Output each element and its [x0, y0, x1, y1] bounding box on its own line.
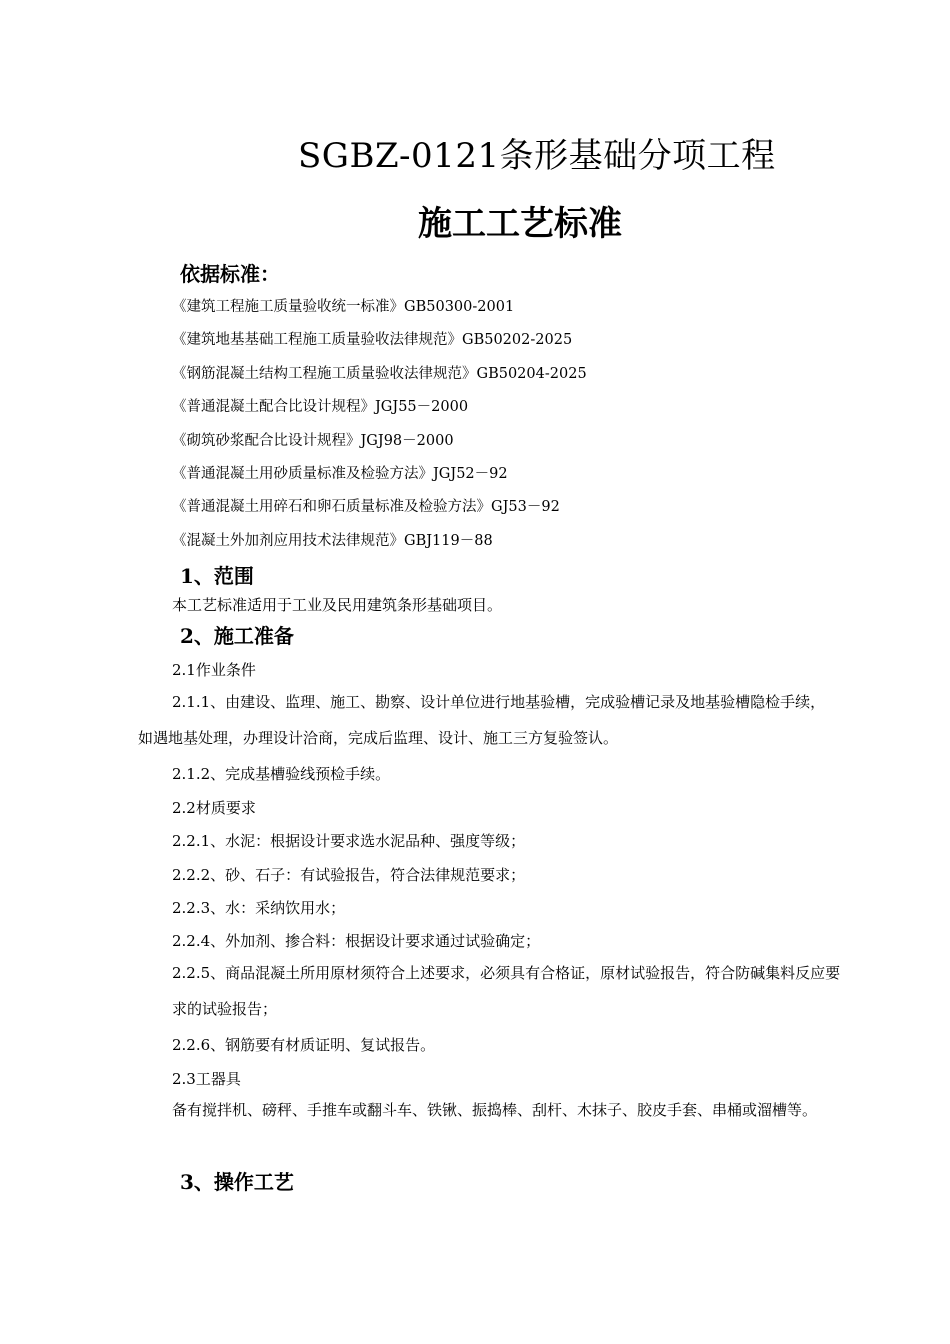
standards-list: [172, 296, 587, 563]
standard-item: 《普通混凝土用碎石和卵石质量标准及检验方法》GJ53－92: [172, 499, 560, 516]
basis-heading: 依据标准：: [180, 262, 280, 286]
standard-item: 《建筑工程施工质量验收统一标准》GB50300-2001: [172, 299, 515, 315]
paragraph: 2.2.4、外加剂、掺合料：根据设计要求通过试验确定；: [172, 932, 541, 950]
standard-item: 《混凝土外加剂应用技术法律规范》GBJ119－88: [172, 532, 493, 549]
paragraph: 2.2.3、水：采纳饮用水；: [172, 899, 346, 917]
section-heading-preparation: 2、施工准备: [180, 624, 294, 648]
paragraph: 2.2.6、钢筋要有材质证明、复试报告。: [172, 1036, 436, 1054]
document-title: SGBZ-0121条形基础分项工程: [298, 136, 776, 176]
paragraph: 2.2.2、砂、石子：有试验报告，符合法律规范要求；: [172, 866, 526, 884]
section-heading-scope: 1、范围: [180, 564, 254, 588]
scope-text: 本工艺标准适用于工业及民用建筑条形基础项目。: [172, 596, 503, 614]
subsection-heading: 2.3工器具: [172, 1070, 241, 1088]
standard-item: 《砌筑砂浆配合比设计规程》JGJ98－2000: [172, 432, 454, 449]
section-heading-operation: 3、操作工艺: [180, 1170, 294, 1194]
paragraph: 备有搅拌机、磅秤、手推车或翻斗车、铁锹、振捣棒、刮杆、木抹子、胶皮手套、串桶或溜槽等。: [172, 1101, 818, 1119]
paragraph: 2.1.2、完成基槽验线预检手续。: [172, 765, 391, 783]
standard-item: 《建筑地基基础工程施工质量验收法律规范》GB50202-2025: [172, 332, 573, 349]
standard-item: 《普通混凝土用砂质量标准及检验方法》JGJ52－92: [172, 465, 508, 482]
paragraph: 2.2.1、水泥：根据设计要求选水泥品种、强度等级；: [172, 832, 526, 850]
paragraph: 2.1.1、由建设、监理、施工、勘察、设计单位进行地基验槽，完成验槽记录及地基验槽隐检手续，如遇地基处理，办理设计洽商，完成后监理、设计、施工三方复验签认。: [138, 693, 826, 747]
document-subtitle: 施工工艺标准: [418, 204, 622, 244]
subsection-heading: 2.1作业条件: [172, 661, 256, 679]
paragraph: 2.2.5、商品混凝土所用原材须符合上述要求，必须具有合格证，原材试验报告，符合防碱集料反应要求的试验报告；: [172, 964, 841, 1018]
subsection-heading: 2.2材质要求: [172, 799, 256, 817]
standard-item: 《钢筋混凝土结构工程施工质量验收法律规范》GB50204-2025: [172, 365, 587, 382]
standard-item: 《普通混凝土配合比设计规程》JGJ55－2000: [172, 399, 469, 416]
